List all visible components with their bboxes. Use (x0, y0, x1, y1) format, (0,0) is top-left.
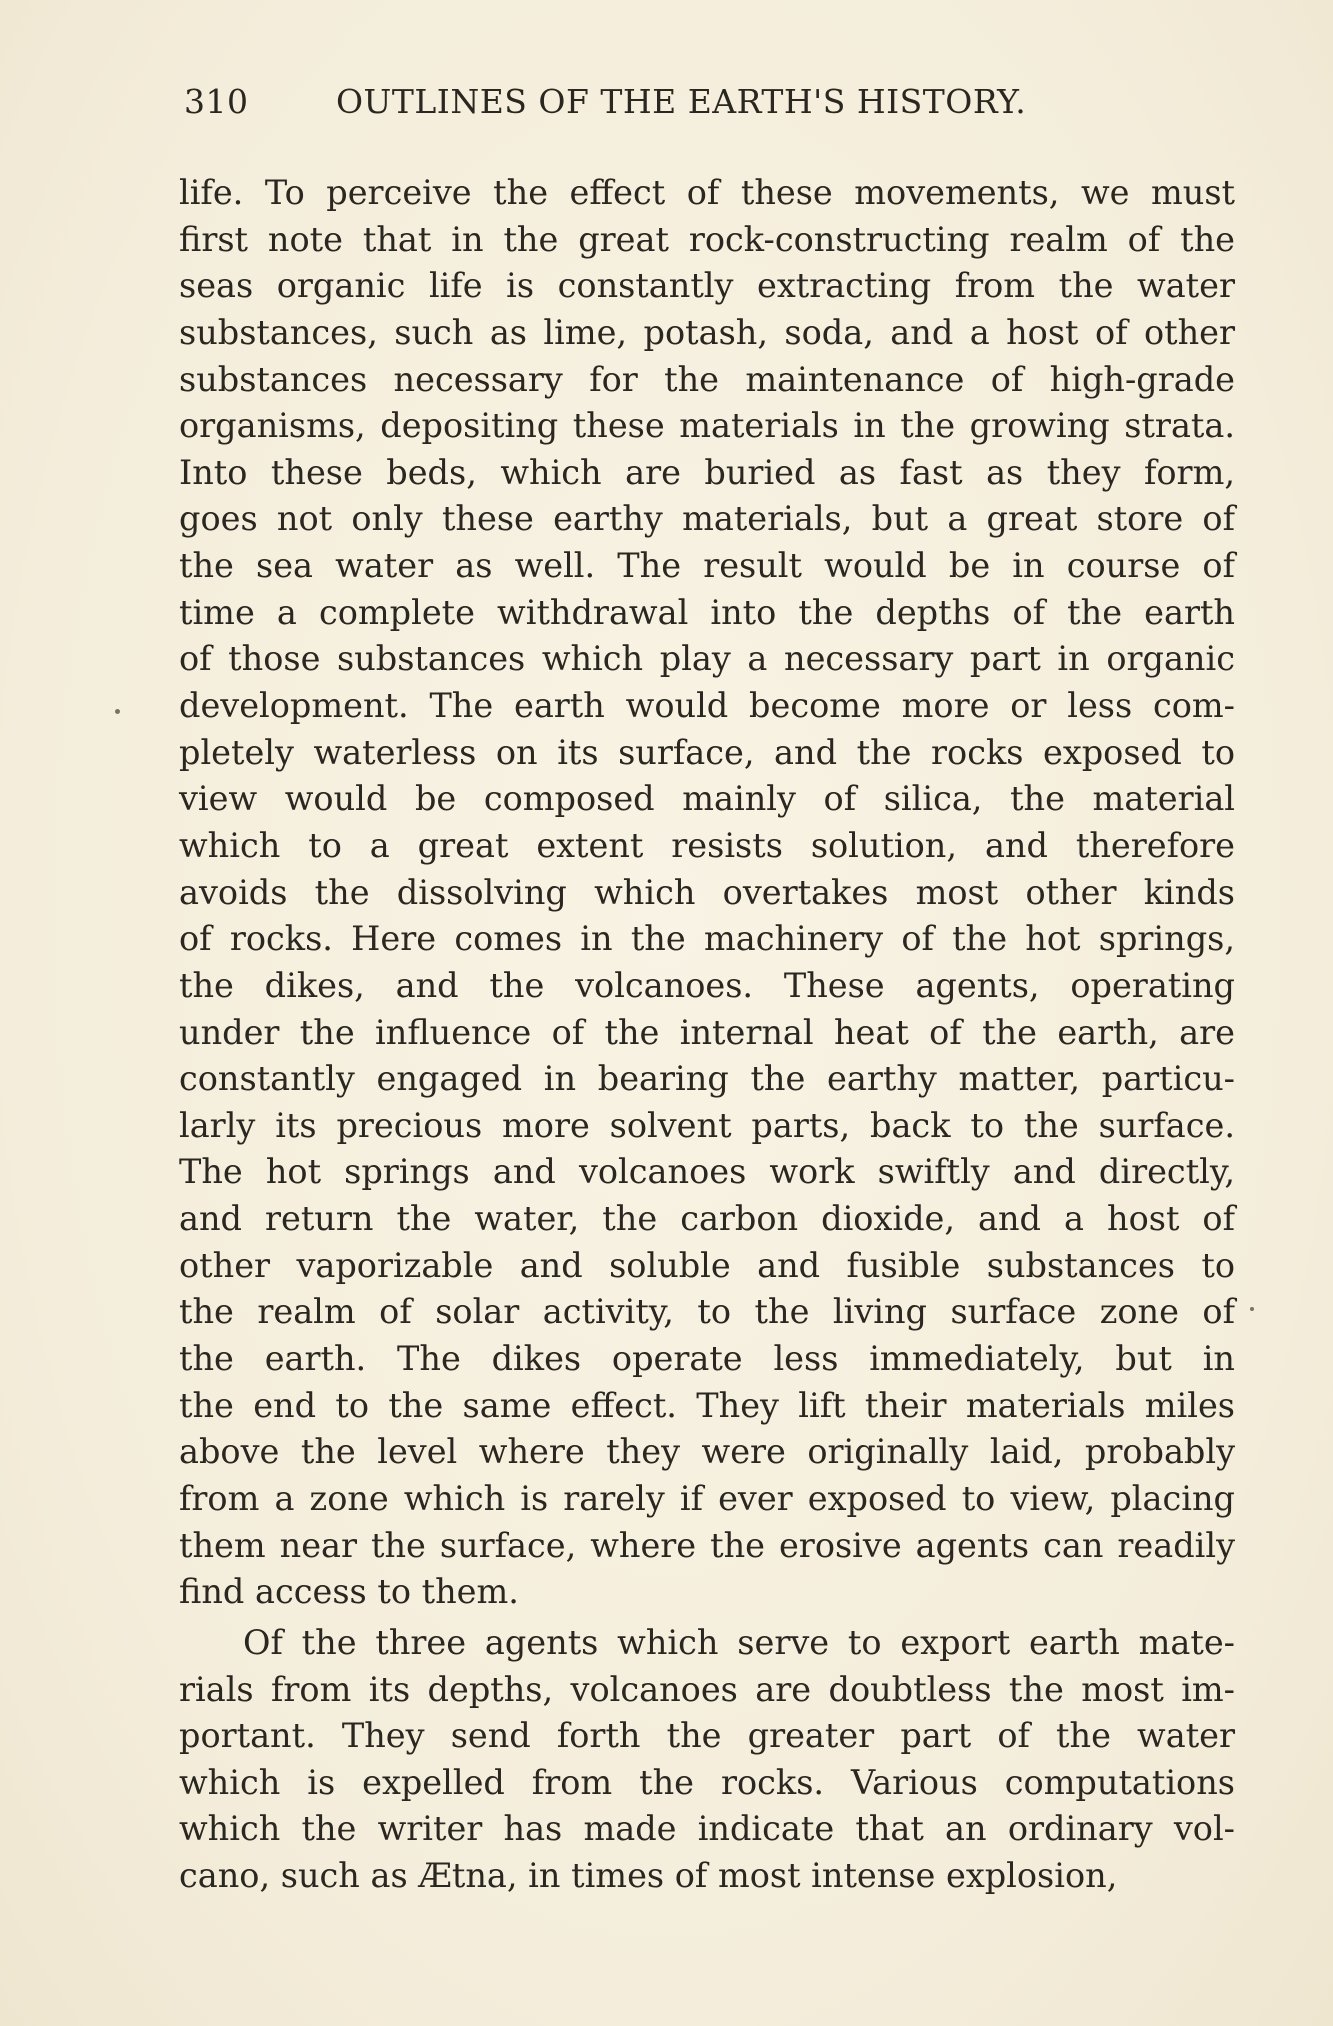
text-line: other vaporizable and soluble and fusible substances to (179, 1245, 1235, 1285)
text-line: Into these beds, which are buried as fast as they form, (179, 452, 1235, 492)
text-line: first note that in the great rock-constructing realm of the (179, 219, 1235, 259)
text-line: constantly engaged in bearing the earthy matter, particu- (179, 1059, 1235, 1099)
text-line: under the influence of the internal heat of the earth, are (179, 1012, 1235, 1052)
running-title: OUTLINES OF THE EARTH'S HISTORY. (336, 82, 1027, 121)
paragraph (179, 170, 1235, 1616)
text-line: seas organic life is constantly extracting from the water (179, 266, 1235, 306)
text-line: and return the water, the carbon dioxide, and a host of (179, 1199, 1235, 1239)
page-header (180, 82, 1240, 132)
text-line: above the level where they were originally laid, probably (179, 1432, 1235, 1472)
text-line: portant. They send forth the greater part of the water (179, 1716, 1235, 1756)
text-line: Of the three agents which serve to export earth mate- (243, 1622, 1235, 1662)
text-line: time a complete withdrawal into the depths of the earth (179, 592, 1235, 632)
body-text (179, 170, 1235, 1900)
text-line: which to a great extent resists solution, and therefore (179, 825, 1235, 865)
text-line: substances, such as lime, potash, soda, and a host of other (179, 312, 1235, 352)
text-line: pletely waterless on its surface, and the rocks exposed to (179, 732, 1235, 772)
margin-speck (1250, 1307, 1254, 1311)
text-line: rials from its depths, volcanoes are doubtless the most im- (179, 1669, 1235, 1709)
margin-speck (115, 709, 120, 714)
text-line: which the writer has made indicate that an ordinary vol- (179, 1809, 1235, 1849)
text-line: organisms, depositing these materials in the growing strata. (179, 406, 1235, 446)
page-number: 310 (184, 82, 249, 121)
text-line: cano, such as Ætna, in times of most intense explosion, (179, 1856, 1118, 1896)
text-line: which is expelled from the rocks. Various computations (179, 1762, 1235, 1802)
text-line: larly its precious more solvent parts, back to the surface. (179, 1105, 1235, 1145)
text-line: life. To perceive the effect of these movements, we must (179, 173, 1235, 212)
text-line: of those substances which play a necessary part in organic (179, 639, 1235, 679)
text-line: the dikes, and the volcanoes. These agents, operating (179, 965, 1235, 1005)
text-line: avoids the dissolving which overtakes most other kinds (179, 872, 1235, 912)
text-line: goes not only these earthy materials, but a great store of (179, 499, 1235, 539)
text-line: of rocks. Here comes in the machinery of the hot springs, (179, 919, 1235, 959)
text-line: the sea water as well. The result would be in course of (179, 546, 1235, 586)
text-line: The hot springs and volcanoes work swiftly and directly, (179, 1152, 1235, 1192)
text-line: from a zone which is rarely if ever exposed to view, placing (179, 1478, 1235, 1518)
text-line: the earth. The dikes operate less immediately, but in (179, 1339, 1235, 1379)
text-line: the realm of solar activity, to the living surface zone of (179, 1292, 1235, 1332)
text-line: the end to the same effect. They lift their materials miles (179, 1385, 1235, 1425)
text-line: view would be composed mainly of silica, the material (179, 779, 1235, 819)
text-line: them near the surface, where the erosive agents can readily (179, 1525, 1235, 1565)
text-line: development. The earth would become more or less com- (179, 686, 1235, 726)
text-line: substances necessary for the maintenance of high-grade (179, 359, 1235, 399)
paragraph (179, 1620, 1235, 1900)
text-line: find access to them. (179, 1572, 519, 1612)
